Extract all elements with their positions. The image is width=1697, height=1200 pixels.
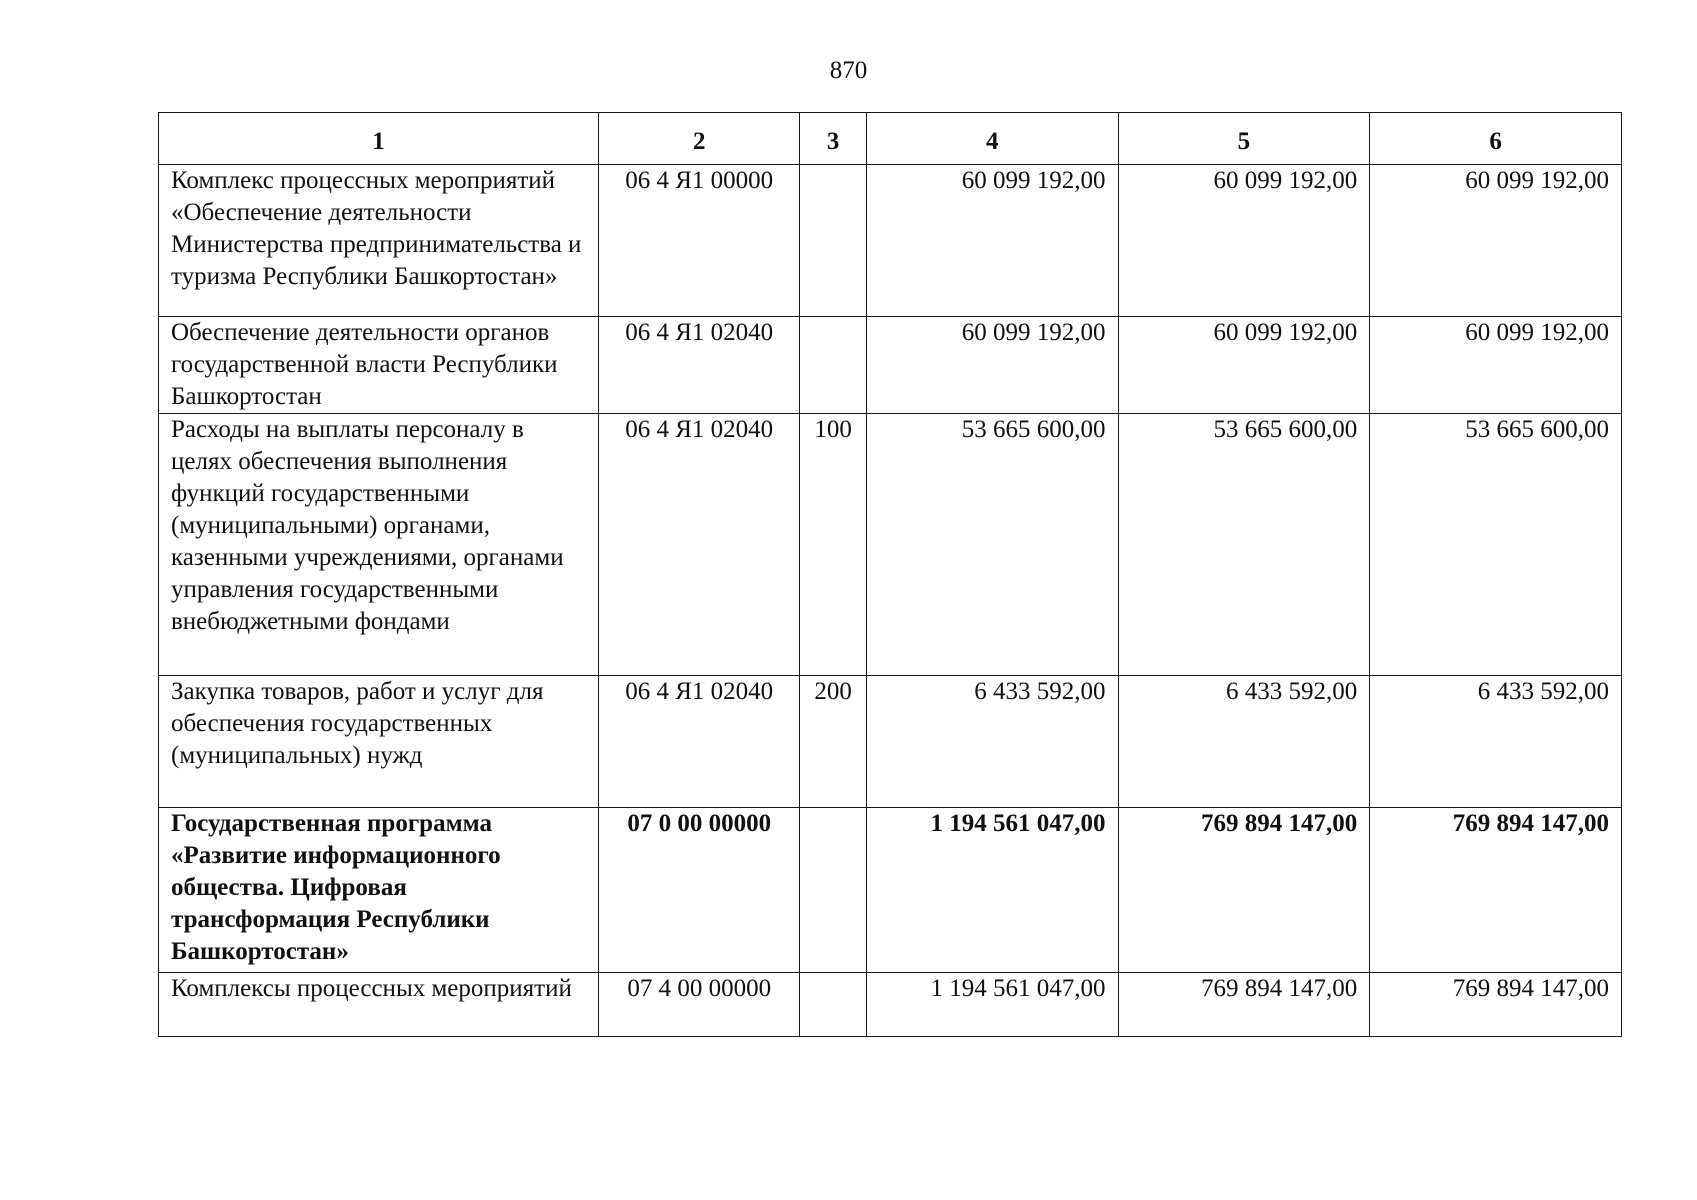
row-amount-6-cell: 53 665 600,00 (1370, 414, 1622, 676)
row-code-cell: 06 4 Я1 02040 (599, 317, 800, 414)
column-header-2: 2 (599, 113, 800, 165)
row-amount-4-cell: 6 433 592,00 (866, 676, 1118, 808)
row-amount-5-cell: 60 099 192,00 (1118, 165, 1370, 317)
row-code-cell: 07 0 00 00000 (599, 808, 800, 973)
row-code-cell: 06 4 Я1 02040 (599, 676, 800, 808)
row-type-cell (800, 165, 866, 317)
row-amount-5-cell: 53 665 600,00 (1118, 414, 1370, 676)
row-amount-4-cell: 60 099 192,00 (866, 165, 1118, 317)
table-row (159, 808, 1622, 973)
row-type-cell: 100 (800, 414, 866, 676)
row-code-cell: 06 4 Я1 00000 (599, 165, 800, 317)
row-type-cell (800, 808, 866, 973)
table-row (159, 973, 1622, 1037)
page-number: 870 (829, 57, 868, 84)
row-name-cell: Расходы на выплаты персоналу в целях обеспечения выполнения функций государственными (муниципальными) органами, казенными учреждениями, органами управления государственными внебюджетными фондами (159, 414, 599, 676)
column-header-4: 4 (866, 113, 1118, 165)
row-name-cell: Комплексы процессных мероприятий (159, 973, 599, 1037)
budget-table (158, 112, 1622, 1037)
row-amount-5-cell: 769 894 147,00 (1118, 808, 1370, 973)
table-header-row (159, 113, 1622, 165)
row-code-cell: 06 4 Я1 02040 (599, 414, 800, 676)
row-amount-6-cell: 769 894 147,00 (1370, 808, 1622, 973)
row-amount-4-cell: 1 194 561 047,00 (866, 808, 1118, 973)
row-name-cell: Закупка товаров, работ и услуг для обеспечения государственных (муниципальных) нужд (159, 676, 599, 808)
row-name-cell: Обеспечение деятельности органов государственной власти Республики Башкортостан (159, 317, 599, 414)
row-name-cell: Государственная программа «Развитие информационного общества. Цифровая трансформация Республики Башкортостан» (159, 808, 599, 973)
row-amount-6-cell: 769 894 147,00 (1370, 973, 1622, 1037)
row-type-cell (800, 317, 866, 414)
row-amount-6-cell: 60 099 192,00 (1370, 165, 1622, 317)
column-header-1: 1 (159, 113, 599, 165)
row-amount-4-cell: 1 194 561 047,00 (866, 973, 1118, 1037)
row-code-cell: 07 4 00 00000 (599, 973, 800, 1037)
table-row (159, 676, 1622, 808)
row-type-cell (800, 973, 866, 1037)
table-row (159, 317, 1622, 414)
table-row (159, 414, 1622, 676)
column-header-5: 5 (1118, 113, 1370, 165)
row-name-cell: Комплекс процессных мероприятий «Обеспечение деятельности Министерства предпринимательства и туризма Республики Башкортостан» (159, 165, 599, 317)
row-amount-4-cell: 53 665 600,00 (866, 414, 1118, 676)
row-amount-6-cell: 60 099 192,00 (1370, 317, 1622, 414)
row-amount-6-cell: 6 433 592,00 (1370, 676, 1622, 808)
table-row (159, 165, 1622, 317)
row-type-cell: 200 (800, 676, 866, 808)
column-header-3: 3 (800, 113, 866, 165)
row-amount-5-cell: 60 099 192,00 (1118, 317, 1370, 414)
column-header-6: 6 (1370, 113, 1622, 165)
row-amount-5-cell: 6 433 592,00 (1118, 676, 1370, 808)
row-amount-5-cell: 769 894 147,00 (1118, 973, 1370, 1037)
row-amount-4-cell: 60 099 192,00 (866, 317, 1118, 414)
